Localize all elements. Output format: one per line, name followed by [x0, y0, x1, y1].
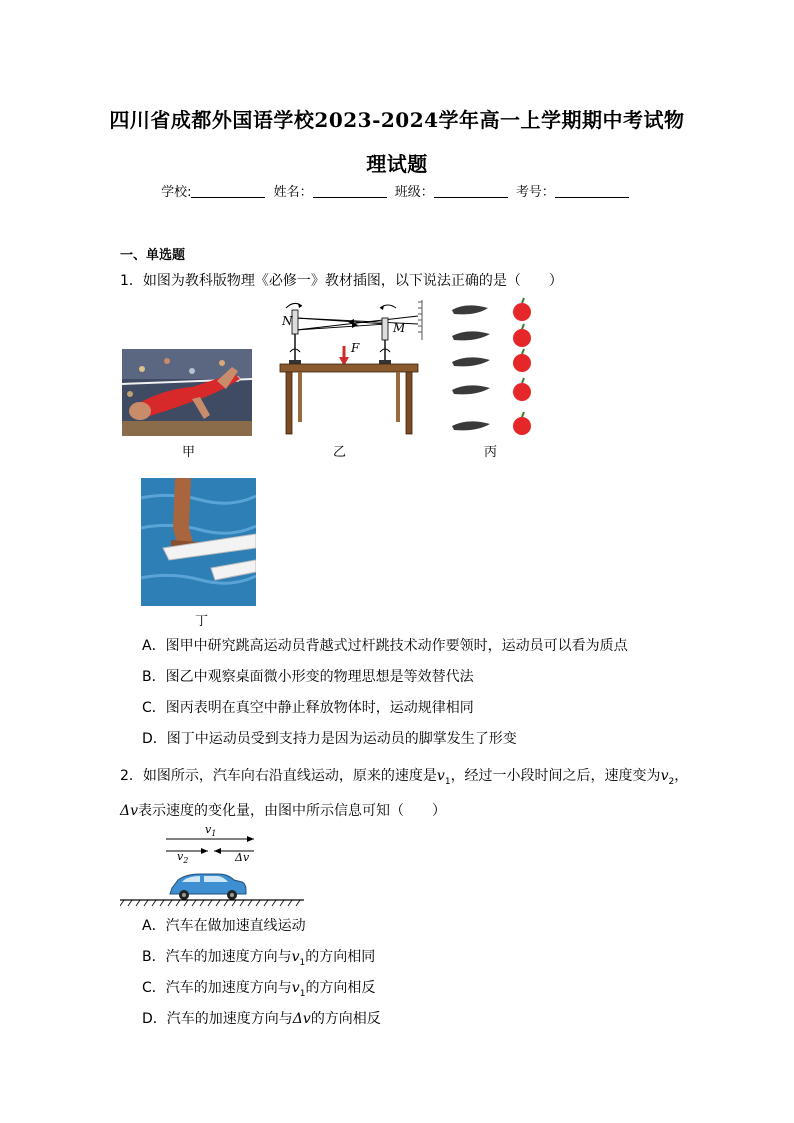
class-label: 班级： — [394, 185, 434, 200]
q1-figure-bing-diagram — [446, 296, 538, 438]
q2-stem-part1: 2．如图所示，汽车向右沿直线运动，原来的速度是 — [120, 768, 437, 784]
q1-caption-jia: 甲 — [182, 445, 196, 460]
school-blank[interactable] — [191, 185, 265, 198]
q1-figure-ding-photo — [141, 478, 256, 606]
q1-option-c[interactable]: C．图丙表明在真空中静止释放物体时，运动规律相同 — [142, 700, 474, 716]
q1-option-d[interactable]: D．图丁中运动员受到支持力是因为运动员的脚掌发生了形变 — [142, 731, 517, 747]
class-blank[interactable] — [434, 185, 508, 198]
q2-stem-part3: ， — [674, 768, 689, 784]
exam-title-line1: 四川省成都外国语学校2023-2024学年高一上学期期中考试物 — [109, 108, 685, 132]
name-blank[interactable] — [313, 185, 387, 198]
q2-label-v2: $v_2$ — [177, 850, 189, 866]
q2-label-dv: Δv — [235, 851, 250, 864]
q2-stem-v2: v — [660, 768, 669, 784]
car-icon — [170, 874, 246, 900]
q1-label-M: M — [393, 321, 406, 335]
q2-option-a[interactable]: A．汽车在做加速直线运动 — [142, 918, 306, 934]
q2-stem-dv: Δv — [120, 803, 139, 819]
q1-caption-yi: 乙 — [333, 445, 347, 460]
name-label: 姓名： — [273, 185, 313, 200]
section-heading: 一、单选题 — [120, 248, 186, 263]
q2-stem-line2-text: 表示速度的变化量，由图中所示信息可知（ ） — [138, 803, 447, 819]
exam-no-label: 考号： — [515, 185, 555, 200]
q1-option-b[interactable]: B．图乙中观察桌面微小形变的物理思想是等效替代法 — [142, 669, 474, 685]
student-info-line — [0, 181, 794, 200]
apple-icon — [513, 298, 531, 435]
school-label: 学校: — [161, 185, 192, 200]
q2-stem-v1-sub: 1 — [444, 776, 451, 787]
q2-stem-line2 — [120, 800, 446, 820]
q2-option-c[interactable]: C．汽车的加速度方向与$v_1$的方向相反 — [142, 980, 376, 999]
feather-icon — [452, 305, 490, 430]
q2-stem-v2-sub: 2 — [668, 776, 675, 787]
q2-option-d[interactable]: D．汽车的加速度方向与Δv的方向相反 — [142, 1011, 381, 1027]
q1-label-N: N — [282, 314, 293, 328]
q2-label-v1: $v_1$ — [205, 823, 217, 839]
q2-stem-line1 — [120, 765, 688, 787]
q1-option-a[interactable]: A．图甲中研究跳高运动员背越式过杆跳技术动作要领时，运动员可以看为质点 — [142, 638, 628, 654]
q1-figure-jia-photo — [122, 349, 252, 436]
exam-no-blank[interactable] — [555, 185, 629, 198]
q1-stem: 1．如图为教科版物理《必修一》教材插图，以下说法正确的是（ ） — [120, 273, 563, 289]
q1-label-F: F — [351, 341, 360, 355]
q2-stem-v1: v — [436, 768, 445, 784]
q1-caption-ding: 丁 — [195, 614, 209, 629]
q2-option-b[interactable]: B．汽车的加速度方向与$v_1$的方向相同 — [142, 949, 376, 968]
q2-stem-part2: ，经过一小段时间之后，速度变为 — [450, 768, 661, 784]
exam-title-line2: 理试题 — [366, 152, 428, 176]
q1-caption-bing: 丙 — [484, 445, 498, 460]
